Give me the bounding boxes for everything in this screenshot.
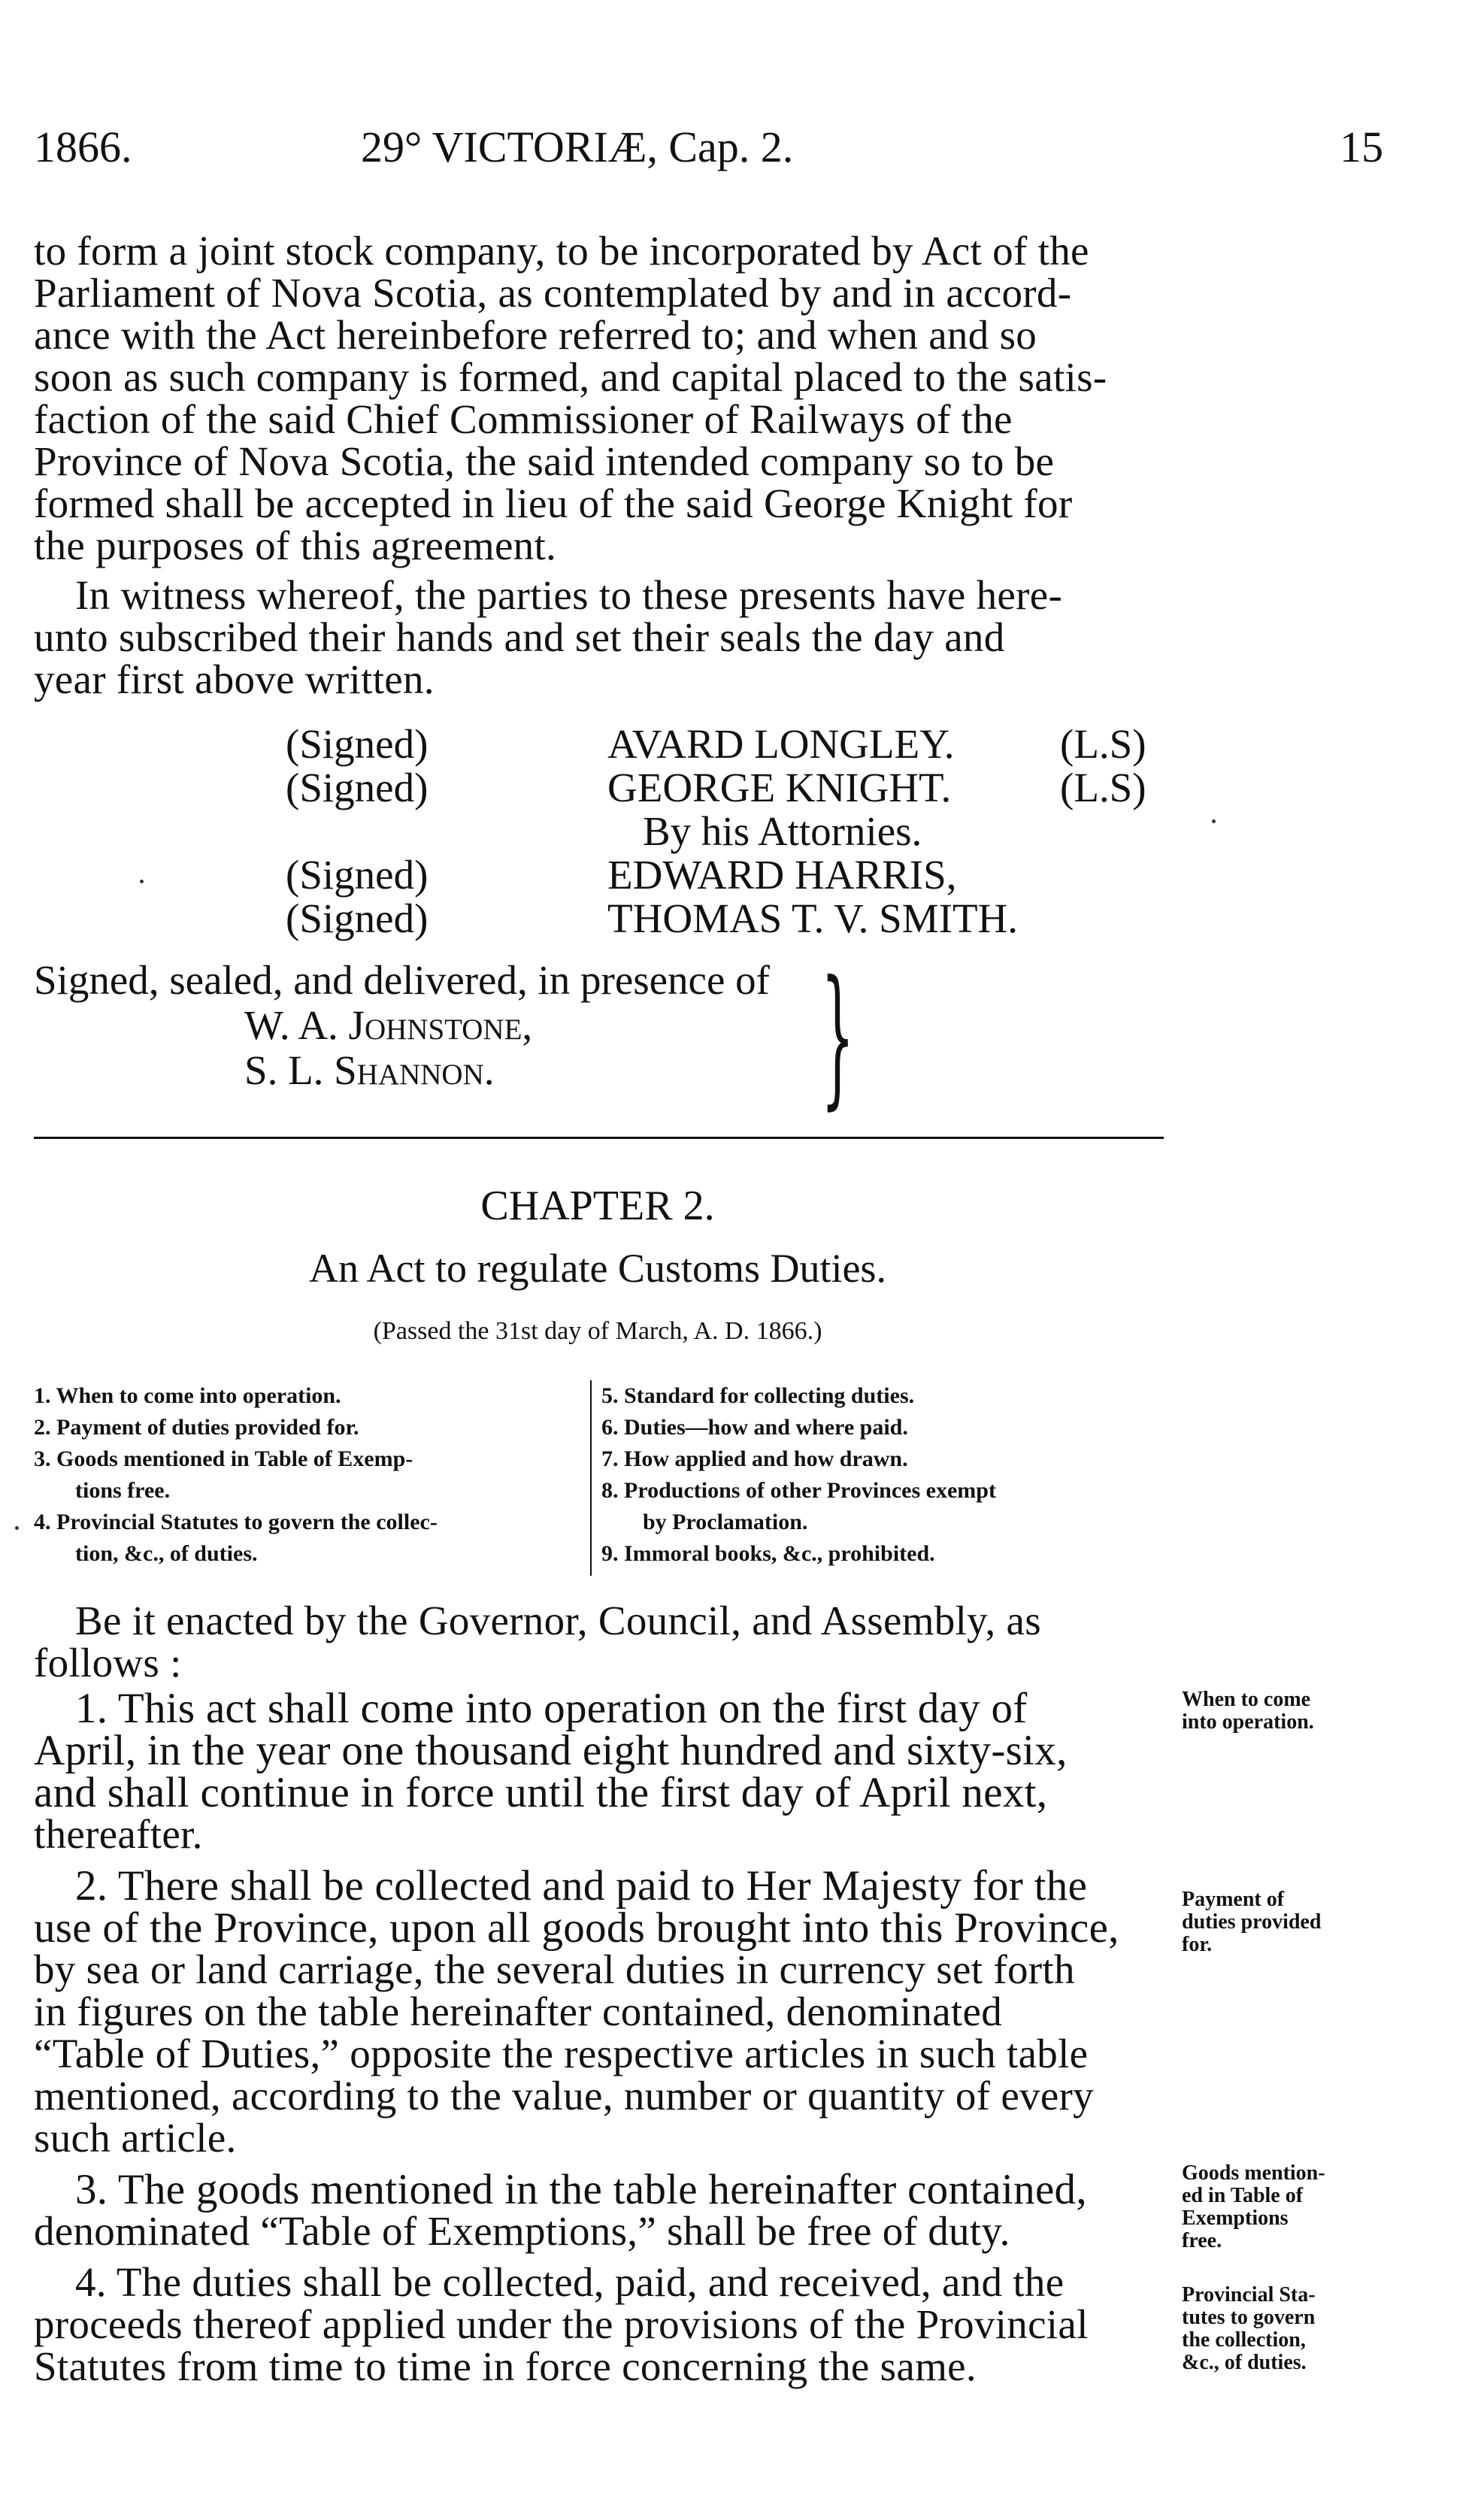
text-line: and shall continue in force until the first day of April next, xyxy=(34,1769,1048,1816)
speck-mark xyxy=(15,1526,19,1530)
toc-item: 6. Duties—how and where paid. xyxy=(601,1415,908,1440)
text-line: follows : xyxy=(34,1640,182,1686)
text-line: Statutes from time to time in force concerning the same. xyxy=(34,2343,977,2389)
text-line: unto subscribed their hands and set their seals the day and xyxy=(34,614,1005,660)
text-line: in figures on the table hereinafter contained, denominated xyxy=(34,1988,1003,2034)
toc-item: 9. Immoral books, &c., prohibited. xyxy=(601,1541,935,1566)
signatory-name: AVARD LONGLEY. xyxy=(607,721,955,767)
attornies-line: By his Attornies. xyxy=(643,808,922,854)
text-line: 1. This act shall come into operation on the first day of xyxy=(75,1685,1028,1732)
passed-date: (Passed the 31st day of March, A. D. 1866.) xyxy=(373,1317,822,1345)
brace-icon: } xyxy=(821,949,855,1124)
signed-label: (Signed) xyxy=(286,721,429,767)
signed-label: (Signed) xyxy=(286,765,429,810)
seal-mark: (L.S) xyxy=(1060,765,1146,810)
header-year: 1866. xyxy=(34,123,132,171)
text-line: 3. The goods mentioned in the table hereinafter contained, xyxy=(75,2166,1087,2213)
text-line: such article. xyxy=(34,2115,237,2161)
toc-item: 3. Goods mentioned in Table of Exemp- xyxy=(34,1446,413,1471)
witness-name: W. A. Johnstone, xyxy=(244,1002,533,1048)
text-line: to form a joint stock company, to be incorporated by Act of the xyxy=(34,228,1089,274)
signatory-name: EDWARD HARRIS, xyxy=(607,852,957,898)
text-line: ance with the Act hereinbefore referred to; and when and so xyxy=(34,312,1037,358)
toc-item: 2. Payment of duties provided for. xyxy=(34,1415,359,1440)
seal-mark: (L.S) xyxy=(1060,721,1146,767)
toc-item: 4. Provincial Statutes to govern the collec- xyxy=(34,1510,438,1534)
text-line: use of the Province, upon all goods brought into this Province, xyxy=(34,1904,1119,1952)
speck-mark xyxy=(140,880,144,883)
toc-item: 5. Standard for collecting duties. xyxy=(601,1383,915,1408)
text-line: formed shall be accepted in lieu of the said George Knight for xyxy=(34,480,1073,526)
margin-note: Payment of duties provided for. xyxy=(1182,1888,1322,1956)
toc-divider xyxy=(590,1380,592,1576)
text-line: soon as such company is formed, and capital placed to the satis- xyxy=(34,354,1107,400)
page-number: 15 xyxy=(1340,123,1383,171)
text-line: In witness whereof, the parties to these presents have here- xyxy=(75,572,1063,618)
margin-note: When to come into operation. xyxy=(1182,1688,1314,1734)
text-line: year first above written. xyxy=(34,656,435,702)
toc-item: 8. Productions of other Provinces exempt xyxy=(601,1478,996,1503)
text-line: 2. There shall be collected and paid to Her Majesty for the xyxy=(75,1862,1088,1910)
text-line: April, in the year one thousand eight hundred and sixty-six, xyxy=(34,1727,1068,1774)
header-title: 29° VICTORIÆ, Cap. 2. xyxy=(361,123,794,171)
toc-item: tions free. xyxy=(75,1478,171,1503)
toc-item: 1. When to come into operation. xyxy=(34,1383,341,1408)
witness-name: S. L. Shannon. xyxy=(244,1047,495,1093)
text-line: Parliament of Nova Scotia, as contemplated by and in accord- xyxy=(34,270,1072,316)
text-line: 4. The duties shall be collected, paid, and received, and the xyxy=(75,2259,1065,2305)
text-line: Province of Nova Scotia, the said intended company so to be xyxy=(34,438,1055,484)
text-line: Be it enacted by the Governor, Council, and Assembly, as xyxy=(75,1598,1041,1643)
text-line: denominated “Table of Exemptions,” shall be free of duty. xyxy=(34,2208,1010,2254)
signed-label: (Signed) xyxy=(286,895,429,941)
chapter-heading: CHAPTER 2. xyxy=(480,1183,715,1229)
presence-line: Signed, sealed, and delivered, in presence of xyxy=(34,957,770,1003)
text-line: mentioned, according to the value, number or quantity of every xyxy=(34,2073,1094,2119)
section-divider xyxy=(34,1137,1164,1139)
signatory-name: GEORGE KNIGHT. xyxy=(607,765,952,810)
toc-item: 7. How applied and how drawn. xyxy=(601,1446,908,1471)
text-line: the purposes of this agreement. xyxy=(34,522,557,568)
chapter-title: An Act to regulate Customs Duties. xyxy=(309,1246,886,1291)
margin-note: Goods mention- ed in Table of Exemptions free. xyxy=(1182,2161,1325,2252)
text-line: faction of the said Chief Commissioner of Railways of the xyxy=(34,396,1013,442)
signed-label: (Signed) xyxy=(286,852,429,898)
toc-item: by Proclamation. xyxy=(643,1510,808,1534)
text-line: “Table of Duties,” opposite the respective articles in such table xyxy=(34,2031,1089,2076)
signatory-name: THOMAS T. V. SMITH. xyxy=(607,895,1019,941)
speck-mark xyxy=(1212,819,1216,823)
text-line: by sea or land carriage, the several duties in currency set forth xyxy=(34,1946,1075,1992)
margin-note: Provincial Sta- tutes to govern the collection, &c., of duties. xyxy=(1182,2283,1316,2374)
text-line: proceeds thereof applied under the provisions of the Provincial xyxy=(34,2301,1089,2347)
toc-item: tion, &c., of duties. xyxy=(75,1541,258,1566)
text-line: thereafter. xyxy=(34,1811,203,1857)
